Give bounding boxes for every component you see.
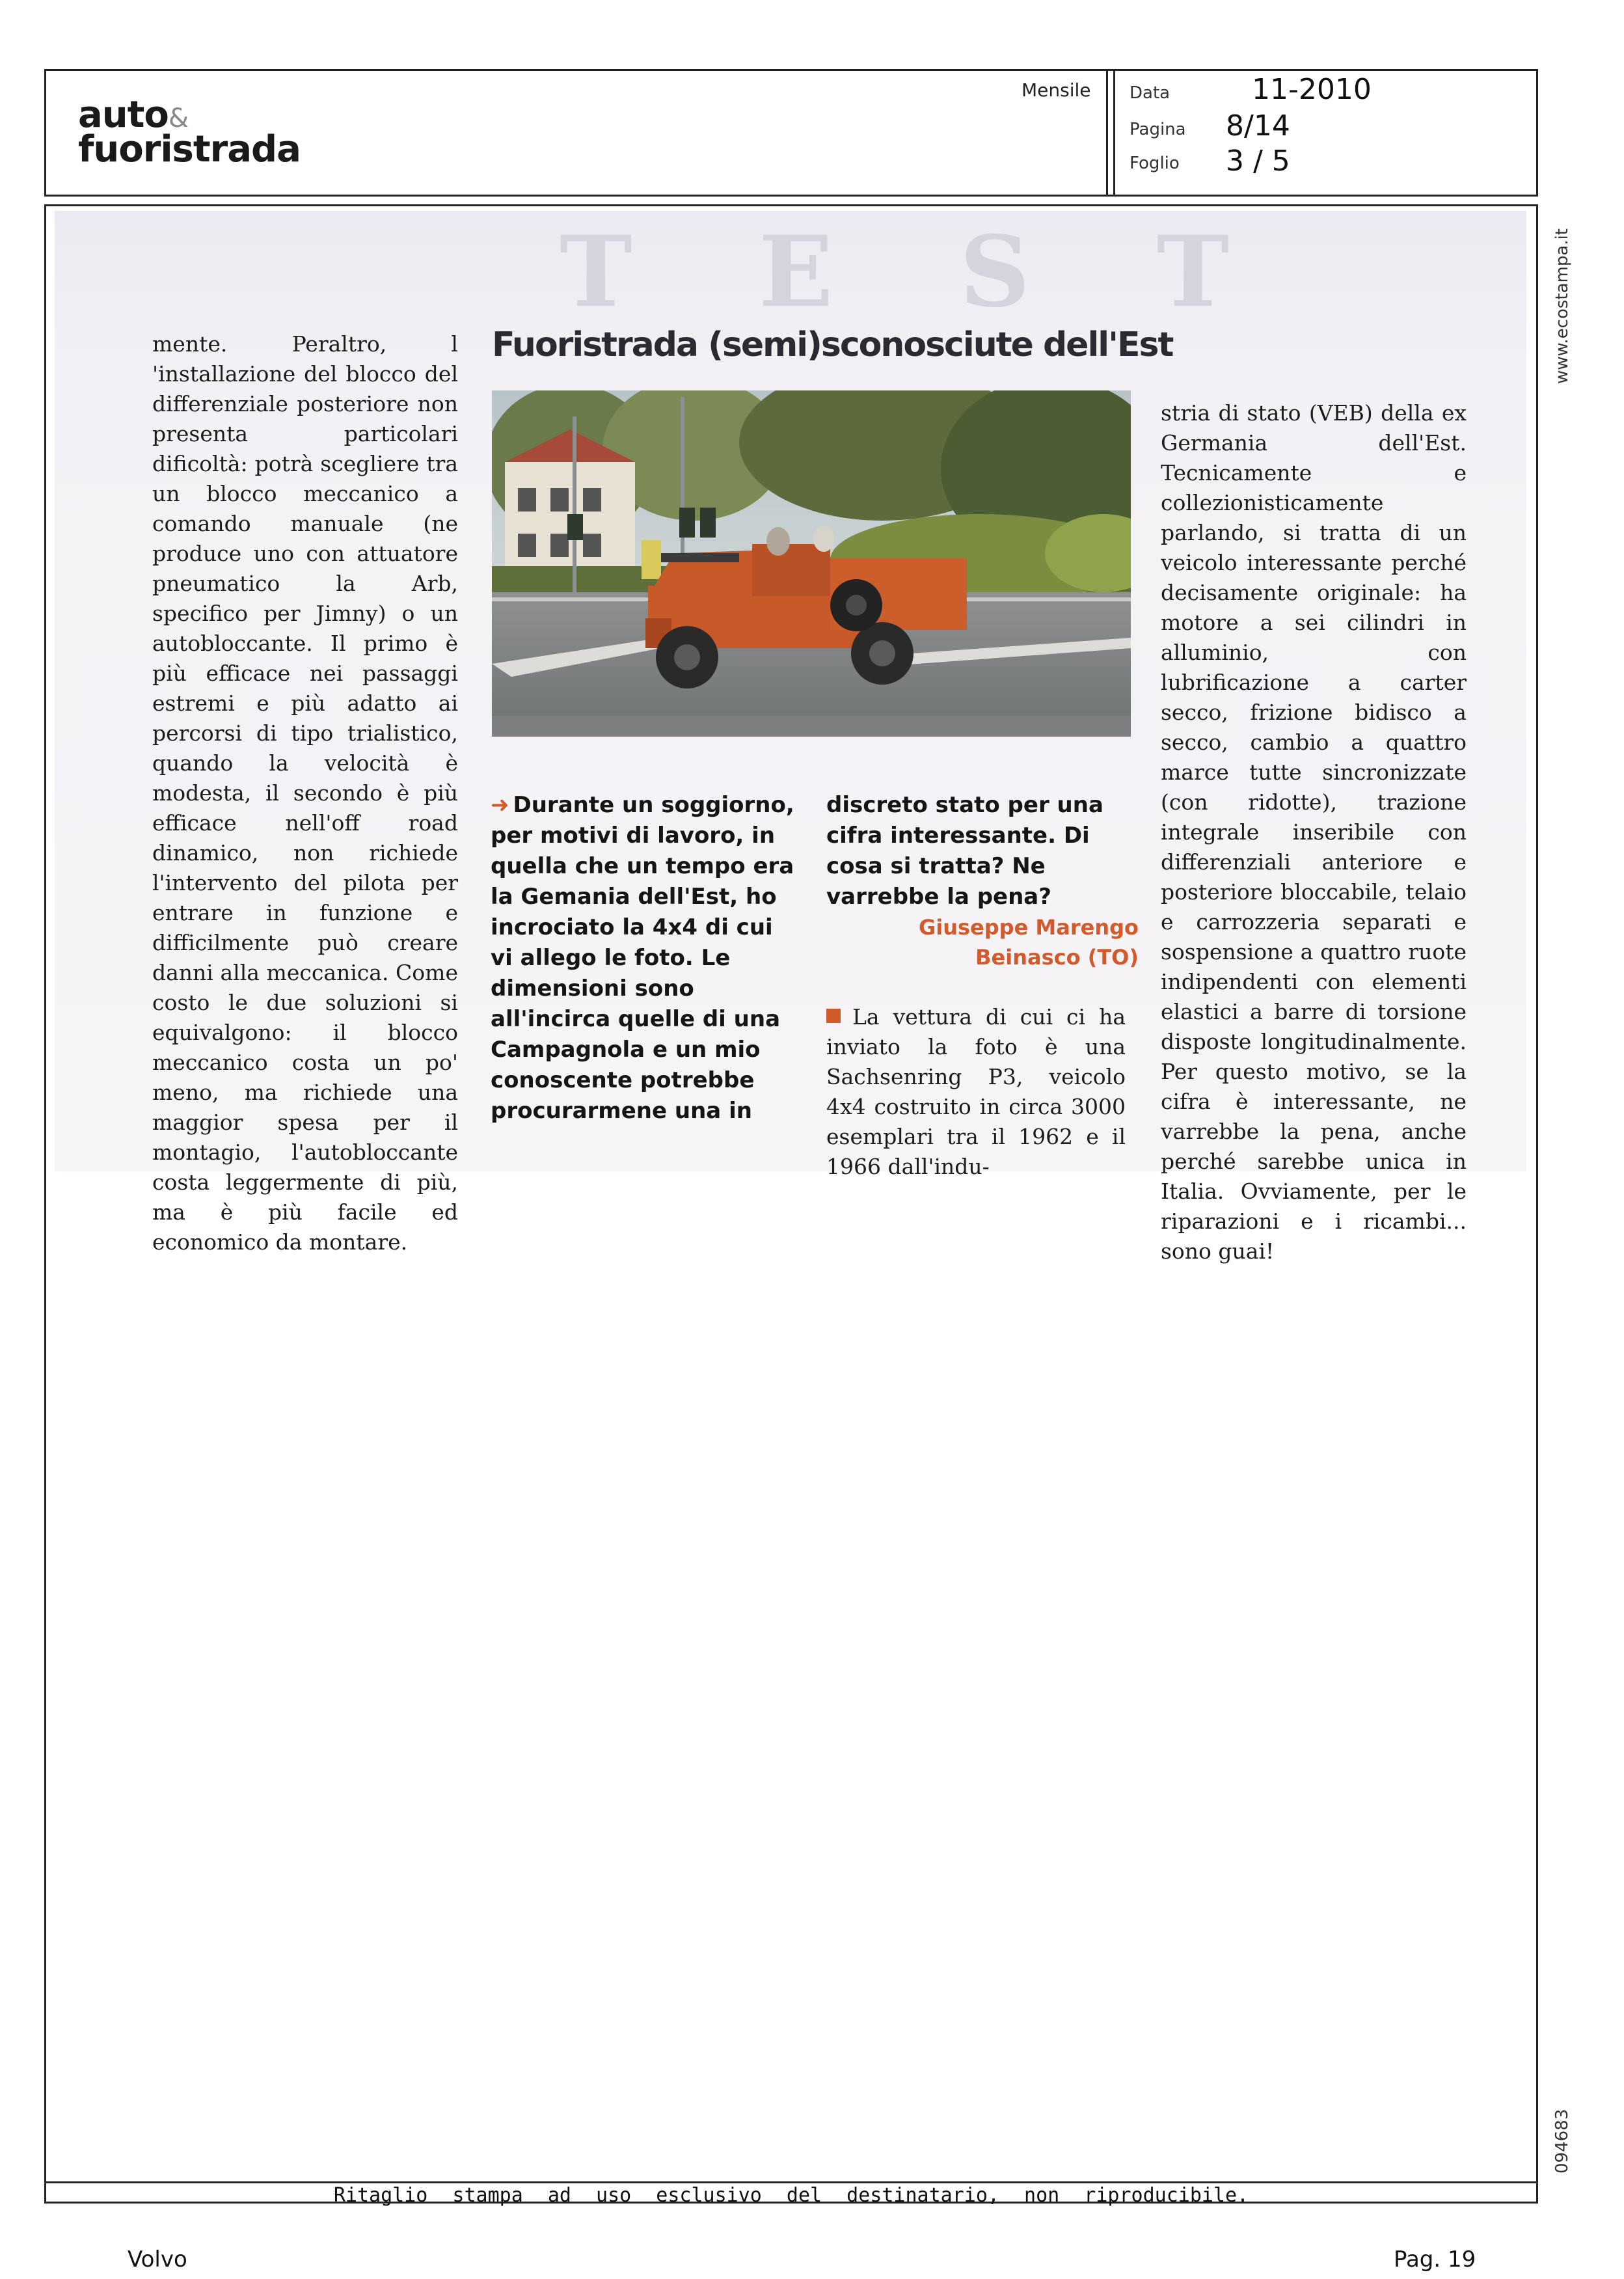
pagina-value: 8/14 (1226, 109, 1290, 143)
data-value: 11-2010 (1252, 73, 1372, 106)
article-title: Fuoristrada (semi)sconosciute dell'Est (492, 325, 1173, 364)
logo-text-auto: auto (78, 94, 169, 136)
magazine-logo (78, 94, 301, 171)
reader-letter-part2-block (826, 790, 1139, 972)
arrow-right-icon: ➜ (491, 792, 509, 818)
frequency-label: Mensile (1022, 79, 1091, 101)
footer-page-number: Pag. 19 (1394, 2246, 1476, 2272)
square-bullet-icon (826, 1009, 841, 1023)
footer-disclaimer: Ritaglio stampa ad uso esclusivo del destinatario, non riproducibile. (333, 2184, 1249, 2207)
foglio-label: Foglio (1130, 154, 1180, 173)
foglio-value: 3 / 5 (1226, 144, 1290, 178)
signature-name: Giuseppe Marengo (918, 915, 1139, 940)
header-divider (1106, 69, 1115, 197)
reader-letter-part2: discreto stato per una cifra interessante. Di cosa si tratta? Ne varrebbe la pena? (826, 792, 1103, 910)
data-label: Data (1130, 83, 1171, 103)
side-url: www.ecostampa.it (1552, 228, 1572, 384)
logo-text-fuoristrada: fuoristrada (78, 128, 301, 171)
footer-divider (46, 2181, 1537, 2183)
reader-letter-text: Durante un soggiorno, per motivi di lavoro, in quella che un tempo era la Gemania dell'Est, ho incrociato la 4x4 di cui vi allego le foto. Le dimensioni sono all'incirca quelle di una Campagnola e un mio conoscente potrebbe procurarmene una in (491, 792, 794, 1124)
faded-background-lettering: T E S T (560, 215, 1249, 329)
logo-ampersand: & (168, 103, 189, 133)
answer-middle-column (826, 1002, 1126, 1182)
side-code: 094683 (1552, 2108, 1572, 2174)
vehicle-photo (492, 390, 1131, 737)
signature-place: Beinasco (TO) (975, 945, 1139, 970)
answer-middle-text: La vettura di cui ci ha inviato la foto è una Sachsenring P3, veicolo 4x4 costruito in circa 3000 esemplari tra il 1962 e il 1966 dall'indu- (826, 1004, 1126, 1179)
vehicle-photo-illustration (492, 390, 1131, 737)
left-column-text: mente. Peraltro, l 'installazione del blocco del differenziale posteriore non presenta particolari dificoltà: potrà scegliere tra un blocco meccanico a comando manuale (ne produce uno con attuatore pneumatico la Arb, specifico per Jimny) o un autobloccante. Il primo è più efficace nei passaggi estremi e più adatto ai percorsi di tipo trialistico, quando la velocità è modesta, il secondo è più efficace nell'off road dinamico, non richiede l'intervento del pilota per entrare in funzione e difficilmente può creare danni alla meccanica. Come costo le due soluzioni si equivalgono: il blocco meccanico costa un po' meno, ma richiede una maggior spesa per il montagio, l'autobloccante costa leggermente di più, ma è più facile ed economico da montare. (152, 331, 458, 1255)
footer-left-label: Volvo (128, 2246, 187, 2272)
reader-letter-part1 (491, 790, 796, 1126)
pagina-label: Pagina (1130, 120, 1186, 139)
right-column-text: stria di stato (VEB) della ex Germania dell'Est. Tecnicamente e collezionisticamente parlando, si tratta di un veicolo interessante perché decisamente originale: ha motore a sei cilindri in alluminio, con lubrificazione a carter secco, frizione bidisco a secco, cambio a quattro marce tutte sincronizzate (con ridotte), trazione integrale inseribile con differenziali anteriore e posteriore bloccabile, telaio e carrozzeria separati e sospensione a quattro ruote indipendenti con elementi elastici a barre di torsione disposte longitudinalmente. Per questo motivo, se la cifra è interessante, ne varrebbe la pena, anche perché sarebbe unica in Italia. Ovviamente, per le riparazioni e i ricambi... sono guai! (1161, 400, 1467, 1264)
